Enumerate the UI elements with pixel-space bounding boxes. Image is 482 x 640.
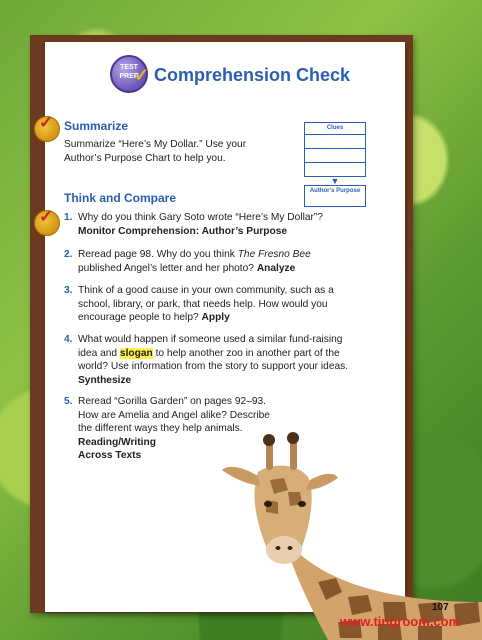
chart-clue-row: [304, 135, 366, 149]
question-2: [64, 248, 364, 275]
question-number: 4.: [64, 334, 73, 345]
question-number: 5.: [64, 396, 73, 407]
question-skill: Across Texts: [78, 450, 142, 461]
watermark: www.tingroom.com: [340, 614, 461, 629]
header: [110, 55, 370, 95]
question-skill: Analyze: [256, 262, 296, 274]
arrow-down-icon: ▼: [330, 176, 340, 186]
strategy-check-icon: ✓: [34, 210, 60, 236]
summarize-text: [64, 138, 294, 165]
question-text: published Angel’s letter and her photo?: [78, 262, 254, 274]
question-text: What would happen if someone used a similar fund-raising idea and: [78, 334, 343, 359]
question-skill: Monitor Comprehension: Author’s Purpose: [78, 225, 288, 237]
summarize-line-1: Summarize “Here’s My Dollar.” Use your: [64, 139, 247, 150]
question-text: Reread “Gorilla Garden” on pages 92–93. How are Amelia and Angel alike? Describe the different ways they help animals.: [78, 396, 270, 434]
page-number: 107: [432, 602, 449, 613]
question-1: [64, 211, 364, 238]
chart-clues-header: Clues: [304, 122, 366, 135]
test-prep-badge-icon: [110, 55, 148, 93]
question-number: 1.: [64, 212, 73, 223]
think-and-compare-heading: Think and Compare: [64, 191, 177, 205]
question-text: Reread page 98. Why do you think: [78, 249, 238, 260]
question-number: 3.: [64, 285, 73, 296]
summarize-heading: Summarize: [64, 119, 129, 133]
page-title: Comprehension Check: [154, 65, 351, 85]
strategy-check-icon: ✓: [34, 116, 60, 142]
chart-authors-purpose-box: Author’s Purpose: [304, 185, 366, 207]
chart-clue-row: [304, 163, 366, 177]
vocabulary-word: slogan: [119, 347, 153, 359]
chart-clue-row: [304, 149, 366, 163]
newspaper-title: The Fresno Bee: [237, 249, 311, 260]
summarize-line-2: Author’s Purpose Chart to help you.: [64, 152, 226, 164]
question-number: 2.: [64, 249, 73, 260]
question-skill: Reading/Writing: [78, 436, 156, 448]
question-skill: Apply: [201, 312, 230, 323]
authors-purpose-chart: [304, 122, 366, 207]
question-4: [64, 333, 364, 387]
question-text: to help another zoo in another part of the world? Use information from the story to support your ideas.: [78, 347, 349, 372]
check-mark-icon: ✓: [134, 65, 150, 85]
question-3: [64, 284, 364, 325]
question-text: Why do you think Gary Soto wrote “Here’s My Dollar”?: [78, 212, 323, 223]
question-text: Think of a good cause in your own community, such as a school, library, or park, that needs help. How would you encourage people to help?: [78, 285, 334, 323]
question-skill: Synthesize: [78, 374, 132, 386]
test-prep-badge-text: TEST PREP: [119, 64, 139, 80]
